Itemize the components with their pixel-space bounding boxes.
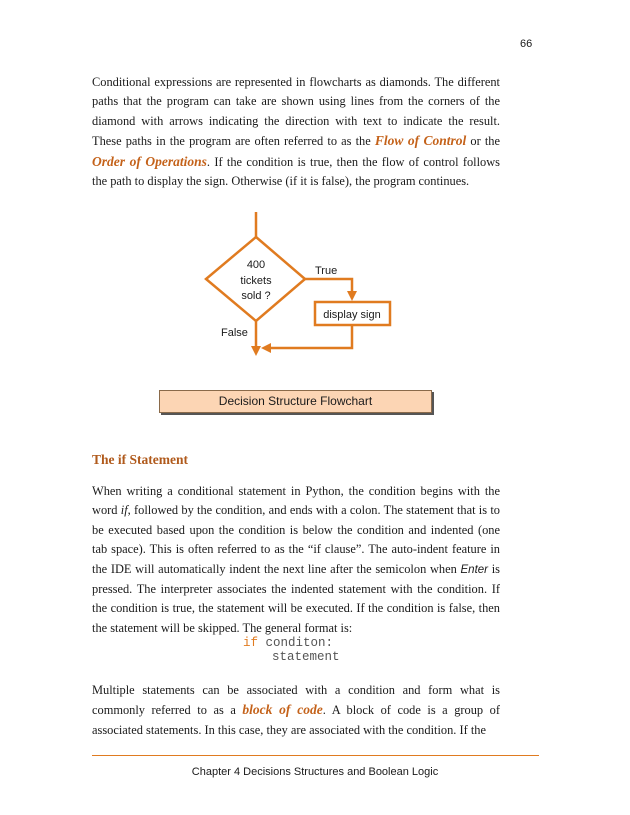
text-run: or the	[466, 134, 501, 149]
text-run: is pressed. The interpreter associates the indented statement with the condition. If the condition is true, the statement will be executed. If the condition is false, then the statement will be skipped. The general format is:	[92, 561, 500, 635]
flowchart-caption: Decision Structure Flowchart	[159, 390, 432, 413]
order-of-operations-term: Order of Operations	[92, 153, 207, 169]
text-run: Multiple statements can be associated with a condition and form what is commonly referred to as a	[92, 683, 500, 718]
chapter-footer: Chapter 4 Decisions Structures and Boolean Logic	[191, 766, 439, 778]
decision-label-line-3: sold ?	[241, 290, 271, 302]
text-run: , followed by the condition, and ends with a colon. The statement that is to be executed based upon the condition is below the condition and indented (one tab space). This is often referred to as the “if clause”. The auto-indent feature in the IDE will automatically indent the next line after the semicolon when	[92, 503, 500, 576]
text-run: . A block of code is a group of associated statements. In this case, they are associated with the condition. If the	[92, 703, 500, 737]
text-run: . If the condition is true, then the flow of control follows the path to display the sign. Otherwise (if it is false), the program continues.	[92, 154, 500, 189]
enter-key-word: Enter	[460, 563, 489, 576]
page-number: 66	[520, 38, 533, 50]
if-statement-paragraph	[92, 482, 500, 638]
code-condition: conditon:	[258, 636, 334, 650]
block-of-code-term: block of code	[242, 702, 323, 718]
text-run: Conditional expressions are represented in flowcharts as diamonds. The different paths that the program can take are shown using lines from the corners of the diamond with arrows indicating the direction with text to indicate the result. These paths in the program are often referred to as the	[92, 75, 500, 149]
true-path-arrow	[305, 279, 352, 297]
code-line-if	[243, 636, 333, 650]
return-arrow	[265, 325, 352, 348]
decision-label-line-1: 400	[246, 259, 266, 271]
false-label: False	[221, 327, 248, 339]
section-heading: The if Statement	[92, 452, 188, 467]
flow-of-control-term: Flow of Control	[374, 133, 467, 149]
block-of-code-paragraph	[92, 681, 500, 740]
true-label: True	[315, 265, 338, 277]
display-sign-label: display sign	[323, 309, 381, 321]
text-run: When writing a conditional statement in Python, the condition begins with the word	[92, 484, 500, 518]
if-word: if	[120, 503, 128, 518]
code-line-statement: statement	[272, 650, 340, 664]
footer-divider	[92, 755, 539, 756]
decision-label-line-2: tickets	[240, 275, 272, 287]
if-keyword: if	[243, 636, 259, 650]
